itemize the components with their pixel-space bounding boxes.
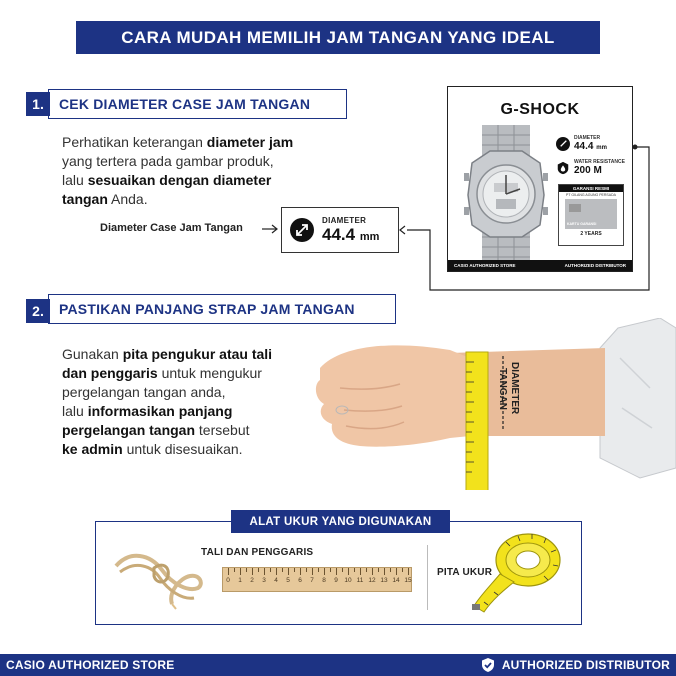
ruler-half-tick <box>306 568 307 572</box>
ruler-half-tick <box>366 568 367 572</box>
arrow-right-icon <box>262 224 280 234</box>
ruler-number: 1 <box>238 577 242 584</box>
diameter-icon <box>556 137 570 151</box>
wrist-measure-image <box>300 318 676 490</box>
section-2-title: PASTIKAN PANJANG STRAP JAM TANGAN <box>48 294 396 324</box>
ruler-number: 10 <box>344 577 352 584</box>
ruler-number: 5 <box>286 577 290 584</box>
water-drop-icon <box>556 161 570 175</box>
brand-logo: G-SHOCK <box>500 101 580 118</box>
footer-right-text: AUTHORIZED DISTRIBUTOR <box>501 658 670 672</box>
ruler-half-tick <box>258 568 259 572</box>
section-1-text: Perhatikan keterangan diameter jam yang tertera pada gambar produk, lalu sesuaikan dengan diameter tangan Anda. <box>62 134 294 207</box>
card-footer: CASIO AUTHORIZED STORE AUTHORIZED DISTRIBUTOR <box>448 260 632 271</box>
wrist-diameter-label-2: TANGAN <box>497 368 508 411</box>
ruler-image <box>222 567 412 592</box>
ruler-tick <box>372 568 373 575</box>
footer-left-text: CASIO AUTHORIZED STORE <box>6 658 175 672</box>
ruler-half-tick <box>342 568 343 572</box>
tool-2-label: PITA UKUR <box>437 567 493 578</box>
ruler-half-tick <box>234 568 235 572</box>
tool-1-label: TALI DAN PENGGARIS <box>201 547 314 558</box>
ruler-half-tick <box>390 568 391 572</box>
wrist-diameter-label: DIAMETER <box>509 362 520 415</box>
section-2-text: Gunakan pita pengukur atau tali dan penggaris untuk mengukur pergelangan tangan anda, lalu informasikan panjang pergelangan tangan tersebut ke admin untuk disesuaikan. <box>62 346 273 457</box>
ruler-half-tick <box>282 568 283 572</box>
ruler-number: 6 <box>298 577 302 584</box>
ruler-tick <box>252 568 253 575</box>
ruler-number: 0 <box>226 577 230 584</box>
page-footer <box>0 654 676 676</box>
ruler-number: 3 <box>262 577 266 584</box>
ruler-half-tick <box>294 568 295 572</box>
ruler-number: 12 <box>368 577 376 584</box>
ruler-half-tick <box>318 568 319 572</box>
diameter-caption: Diameter Case Jam Tangan <box>100 222 243 234</box>
diameter-box-label: DIAMETER <box>322 215 367 225</box>
ruler-tick <box>396 568 397 575</box>
diameter-box <box>281 207 399 253</box>
ruler-number: 4 <box>274 577 278 584</box>
ruler-tick <box>264 568 265 575</box>
rope-image <box>110 548 205 610</box>
ruler-tick <box>324 568 325 575</box>
section-1-number: 1. <box>26 92 50 116</box>
page-title: CARA MUDAH MEMILIH JAM TANGAN YANG IDEAL <box>121 27 555 47</box>
diameter-box-value: 44.4 mm <box>322 224 380 244</box>
ruler-tick <box>288 568 289 575</box>
ruler-number: 15 <box>404 577 412 584</box>
ruler-tick <box>360 568 361 575</box>
ruler-number: 2 <box>250 577 254 584</box>
ruler-tick <box>336 568 337 575</box>
ruler-tick <box>312 568 313 575</box>
watch-image <box>460 125 552 263</box>
ruler-number: 14 <box>392 577 400 584</box>
card-water-spec: WATER RESISTANCE 200 M <box>556 159 625 176</box>
ruler-tick <box>228 568 229 575</box>
ruler-number: 11 <box>356 577 364 584</box>
shield-check-icon <box>480 657 496 673</box>
ruler-number: 9 <box>334 577 338 584</box>
page-header <box>76 21 600 54</box>
ruler-tick <box>276 568 277 575</box>
diameter-icon <box>290 218 314 242</box>
ruler-half-tick <box>330 568 331 572</box>
ruler-tick <box>300 568 301 575</box>
ruler-half-tick <box>354 568 355 572</box>
ruler-half-tick <box>246 568 247 572</box>
tools-title: ALAT UKUR YANG DIGUNAKAN <box>231 510 450 533</box>
ruler-half-tick <box>402 568 403 572</box>
section-1-title: CEK DIAMETER CASE JAM TANGAN <box>48 89 347 119</box>
section-2-number: 2. <box>26 299 50 323</box>
card-diameter-spec: DIAMETER 44.4 mm <box>556 135 607 152</box>
tools-divider <box>427 545 428 610</box>
ruler-tick <box>408 568 409 575</box>
ruler-number: 13 <box>380 577 388 584</box>
ruler-number: 7 <box>310 577 314 584</box>
ruler-tick <box>348 568 349 575</box>
product-card <box>447 86 633 272</box>
ruler-tick <box>384 568 385 575</box>
warranty-card: GARANSI RESMI PT GILANG AGUNG PERSADA KARTU GARANSI 2 YEARS <box>558 184 624 246</box>
ruler-number: 8 <box>322 577 326 584</box>
tape-measure-image <box>470 530 565 615</box>
ruler-half-tick <box>270 568 271 572</box>
ruler-half-tick <box>378 568 379 572</box>
ruler-tick <box>240 568 241 575</box>
